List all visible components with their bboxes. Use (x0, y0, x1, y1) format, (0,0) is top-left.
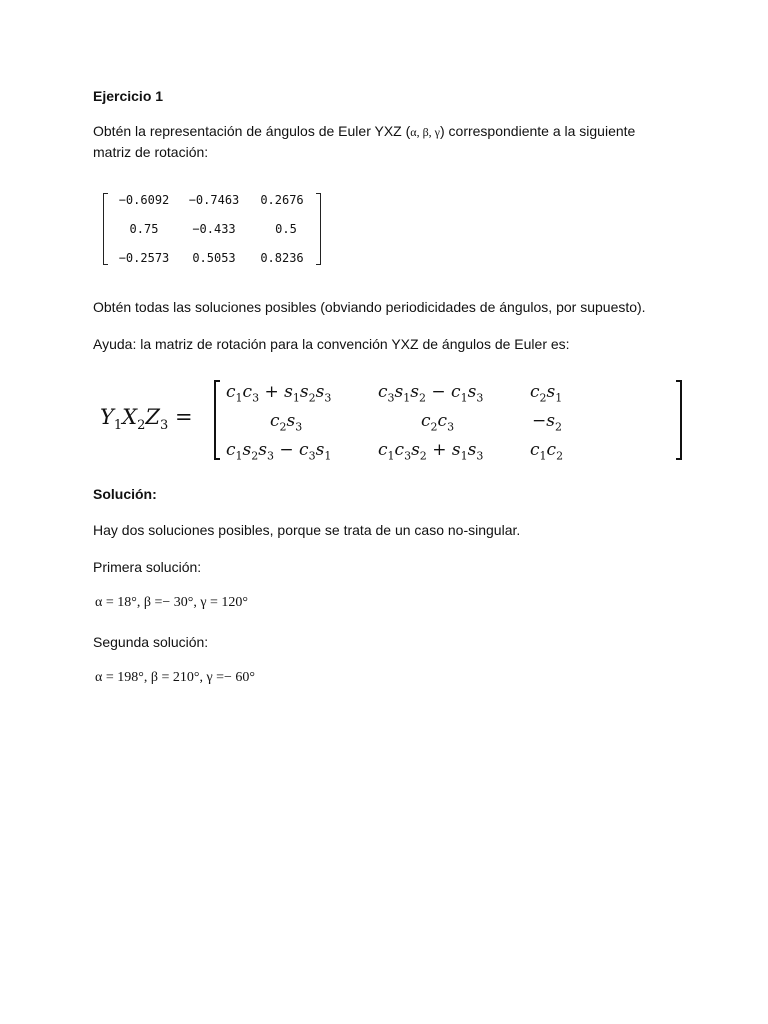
exercise-heading: Ejercicio 1 (93, 88, 164, 104)
formula-right-bracket (676, 380, 682, 460)
formula-cell: $-s_2$ (532, 411, 562, 434)
intro-paragraph (93, 121, 673, 162)
yxz-rotation-formula (98, 376, 588, 462)
formula-left-bracket (214, 380, 220, 460)
matrix-cell: −0.433 (192, 222, 236, 236)
formula-lhs: $Y_1X_2Z_3$ = (100, 405, 193, 434)
formula-cell: $c_1c_3 + s_1s_2s_3$ (226, 382, 332, 405)
euler-angles-symbols: α, β, γ (410, 125, 440, 139)
solution-text: Hay dos soluciones posibles, porque se trata de un caso no-singular. (93, 522, 521, 538)
intro-text-end: ) correspondiente a la siguiente (439, 123, 636, 139)
second-solution-values: α = 198°, β = 210°, γ =− 60° (95, 670, 256, 685)
second-solution-label: Segunda solución: (93, 634, 209, 650)
formula-cell: $c_1s_2s_3 - c_3s_1$ (226, 440, 332, 463)
matrix-cell: −0.7463 (188, 193, 240, 207)
matrix-cell: −0.6092 (118, 193, 170, 207)
matrix-cell: 0.5 (275, 222, 297, 236)
first-solution-values: α = 18°, β =− 30°, γ = 120° (95, 595, 249, 610)
first-solution-label: Primera solución: (93, 559, 202, 575)
formula-cell: $c_1c_3s_2 + s_1s_3$ (378, 440, 484, 463)
formula-cell: $c_2s_3$ (270, 411, 303, 434)
help-paragraph: Ayuda: la matriz de rotación para la convención YXZ de ángulos de Euler es: (93, 336, 570, 352)
formula-cell: $c_2s_1$ (530, 382, 563, 405)
formula-cell: $c_2c_3$ (421, 411, 455, 434)
solution-heading: Solución: (93, 486, 157, 502)
rotation-matrix (103, 193, 321, 265)
formula-cell: $c_3s_1s_2 - c_1s_3$ (378, 382, 484, 405)
matrix-left-bracket (103, 193, 108, 265)
matrix-cell: −0.2573 (118, 251, 170, 265)
intro-text-start: Obtén la representación de ángulos de Euler YXZ ( (93, 123, 411, 139)
matrix-cell: 0.8236 (260, 251, 304, 265)
matrix-cell: 0.75 (129, 222, 159, 236)
formula-cell: $c_1c_2$ (530, 440, 564, 463)
all-solutions-paragraph: Obtén todas las soluciones posibles (obviando periodicidades de ángulos, por supuesto). (93, 299, 646, 315)
matrix-cell: 0.5053 (192, 251, 236, 265)
matrix-cell: 0.2676 (260, 193, 304, 207)
intro-text-line2: matriz de rotación: (93, 144, 209, 160)
